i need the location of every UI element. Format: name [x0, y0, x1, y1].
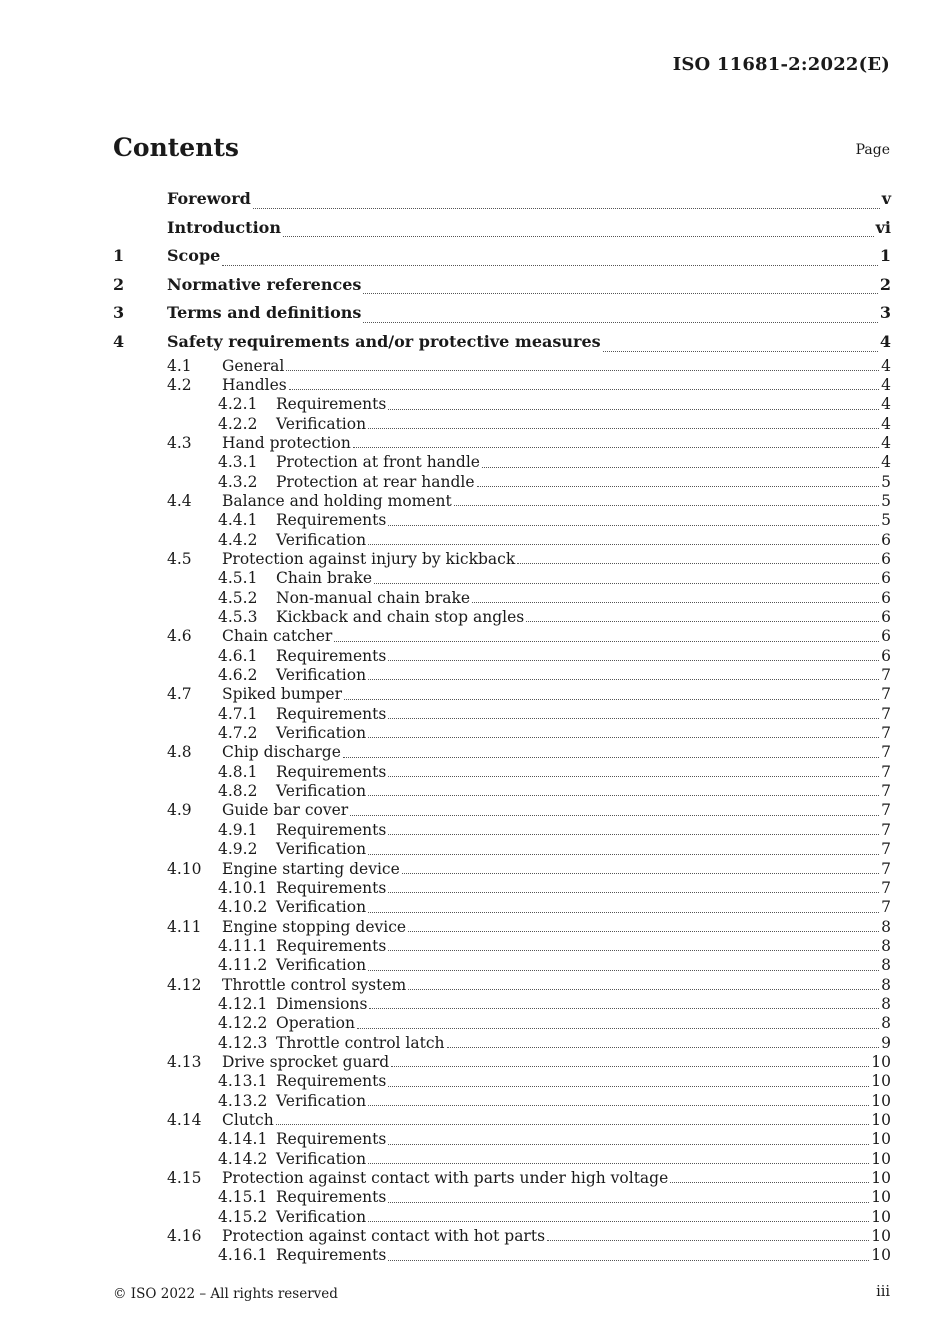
- toc-entry-title: Requirements: [276, 762, 387, 781]
- toc-entry-page: 6: [881, 608, 891, 627]
- footer-page-number: iii: [876, 1284, 890, 1300]
- toc-entry[interactable]: [113, 1208, 891, 1227]
- toc-entry-title: Guide bar cover: [222, 801, 349, 820]
- dot-leader: [289, 389, 879, 390]
- toc-entry-number: 4.6.2: [218, 666, 258, 685]
- toc-entry-page: 10: [871, 1091, 891, 1110]
- toc-entry[interactable]: [113, 1034, 891, 1053]
- toc-entry[interactable]: [113, 879, 891, 898]
- toc-entry-title: Foreword: [167, 189, 251, 208]
- dot-leader: [368, 544, 879, 545]
- toc-entry[interactable]: [113, 453, 891, 472]
- toc-entry-title: Non-manual chain brake: [276, 588, 471, 607]
- toc-entry-page: 7: [881, 878, 891, 897]
- dot-leader: [353, 447, 879, 448]
- toc-entry[interactable]: [113, 685, 891, 704]
- toc-entry-page: 7: [881, 840, 891, 859]
- toc-entry-page: 5: [881, 472, 891, 491]
- toc-entry-title: Requirements: [276, 936, 387, 955]
- toc-entry-page: 4: [881, 433, 891, 452]
- toc-entry-title: Engine stopping device: [222, 917, 407, 936]
- dot-leader: [374, 583, 879, 584]
- toc-entry[interactable]: [113, 840, 891, 859]
- toc-entry-title: General: [222, 356, 285, 375]
- toc-entry-number: 4.1: [167, 356, 192, 375]
- toc-entry-page: 4: [881, 356, 891, 375]
- toc-entry[interactable]: [113, 918, 891, 937]
- dot-leader: [222, 265, 878, 266]
- contents-title: Contents: [113, 133, 240, 162]
- toc-entry-title: Requirements: [276, 878, 387, 897]
- toc-entry-number: 4.2: [167, 375, 192, 394]
- toc-entry-number: 4.13.1: [218, 1072, 268, 1091]
- dot-leader: [368, 428, 879, 429]
- toc-entry-page: 6: [881, 569, 891, 588]
- toc-entry-number: 4.3.2: [218, 472, 258, 491]
- dot-leader: [343, 757, 879, 758]
- dot-leader: [517, 563, 879, 564]
- toc-entry-page: 7: [881, 724, 891, 743]
- toc-entry-number: 4.10.2: [218, 898, 268, 917]
- toc-entry[interactable]: [113, 898, 891, 917]
- toc-entry[interactable]: [113, 511, 891, 530]
- dot-leader: [447, 1047, 880, 1048]
- toc-entry-page: 7: [881, 859, 891, 878]
- dot-leader: [482, 467, 879, 468]
- toc-entry-page: 5: [881, 491, 891, 510]
- dot-leader: [388, 950, 879, 951]
- toc-entry-number: 4.7.1: [218, 704, 258, 723]
- toc-entry-title: Scope: [167, 246, 221, 266]
- toc-entry-page: 10: [871, 1188, 891, 1207]
- toc-entry-page: 10: [871, 1227, 891, 1246]
- toc-entry-title: Requirements: [276, 820, 387, 839]
- toc-entry-title: Chip discharge: [222, 743, 341, 762]
- toc-entry-title: Verification: [276, 666, 367, 685]
- toc-entry-page: 7: [881, 666, 891, 685]
- toc-entry-page: 8: [881, 1014, 891, 1033]
- toc-entry-title: Normative references: [167, 274, 362, 294]
- dot-leader: [526, 621, 879, 622]
- dot-leader: [344, 699, 879, 700]
- table-of-contents: [113, 185, 891, 1266]
- toc-entry-page: 4: [881, 453, 891, 472]
- dot-leader: [368, 1105, 869, 1106]
- toc-entry-page: 10: [871, 1052, 891, 1071]
- toc-entry-number: 4.11: [167, 917, 202, 936]
- toc-entry-page: 8: [881, 956, 891, 975]
- toc-entry-number: 4.9: [167, 801, 192, 820]
- toc-entry-title: Clutch: [222, 1110, 274, 1129]
- toc-entry[interactable]: [113, 271, 891, 300]
- toc-entry-number: 4.11.2: [218, 956, 268, 975]
- dot-leader: [283, 236, 874, 237]
- dot-leader: [368, 970, 879, 971]
- toc-entry-page: 1: [879, 246, 891, 266]
- toc-entry[interactable]: [113, 1053, 891, 1072]
- toc-entry-number: 4.7: [167, 685, 192, 704]
- toc-entry[interactable]: [113, 1150, 891, 1169]
- toc-entry-title: Handles: [222, 375, 287, 394]
- toc-entry-page: 6: [881, 646, 891, 665]
- toc-entry-number: 4.16: [167, 1227, 202, 1246]
- toc-entry[interactable]: [113, 956, 891, 975]
- dot-leader: [391, 1066, 869, 1067]
- toc-entry[interactable]: [113, 763, 891, 782]
- toc-entry-number: 4.11.1: [218, 936, 268, 955]
- toc-entry-page: 7: [881, 685, 891, 704]
- toc-entry[interactable]: [113, 376, 891, 395]
- dot-leader: [363, 293, 877, 294]
- toc-entry-number: 2: [113, 274, 125, 294]
- toc-entry[interactable]: [113, 666, 891, 685]
- dot-leader: [334, 641, 879, 642]
- toc-entry[interactable]: [113, 569, 891, 588]
- toc-entry-number: 4.5: [167, 550, 192, 568]
- toc-entry-number: 4.4.2: [218, 530, 258, 549]
- dot-leader: [388, 1144, 869, 1145]
- dot-leader: [388, 718, 879, 719]
- dot-leader: [670, 1182, 869, 1183]
- toc-entry-title: Hand protection: [222, 433, 351, 452]
- toc-entry-number: 4.6: [167, 627, 192, 646]
- toc-entry[interactable]: [113, 821, 891, 840]
- toc-entry[interactable]: [113, 627, 891, 646]
- toc-entry-title: Introduction: [167, 217, 281, 237]
- toc-entry-number: 4.10: [167, 859, 202, 878]
- dot-leader: [368, 1163, 869, 1164]
- dot-leader: [388, 834, 879, 835]
- dot-leader: [408, 931, 879, 932]
- toc-entry-title: Dimensions: [276, 994, 368, 1013]
- toc-entry[interactable]: [113, 395, 891, 414]
- dot-leader: [363, 322, 877, 323]
- toc-entry-page: 4: [881, 395, 891, 414]
- dot-leader: [388, 892, 879, 893]
- toc-entry-page: 8: [881, 936, 891, 955]
- toc-entry[interactable]: [113, 995, 891, 1014]
- toc-entry-title: Verification: [276, 414, 367, 433]
- toc-entry-title: Engine starting device: [222, 859, 400, 878]
- toc-entry[interactable]: [113, 782, 891, 801]
- toc-entry-page: 10: [871, 1130, 891, 1149]
- toc-entry[interactable]: [113, 705, 891, 724]
- toc-entry-number: 4.9.2: [218, 840, 258, 859]
- toc-entry-number: 4.2.2: [218, 414, 258, 433]
- toc-entry-title: Throttle control system: [222, 975, 407, 994]
- toc-entry-title: Verification: [276, 530, 367, 549]
- toc-entry-title: Throttle control latch: [276, 1033, 445, 1052]
- toc-entry-page: 10: [871, 1110, 891, 1129]
- document-id: ISO 11681-2:2022(E): [672, 54, 890, 75]
- toc-entry-page: 7: [881, 820, 891, 839]
- toc-entry[interactable]: [113, 1092, 891, 1111]
- toc-entry-number: 4: [113, 331, 125, 351]
- toc-entry-page: 7: [881, 704, 891, 723]
- toc-entry-page: 4: [881, 414, 891, 433]
- toc-entry-page: 8: [881, 994, 891, 1013]
- toc-entry-title: Verification: [276, 898, 367, 917]
- toc-entry-number: 4.14.2: [218, 1149, 268, 1168]
- toc-entry-number: 4.5.1: [218, 569, 258, 588]
- toc-entry-number: 4.8.2: [218, 782, 258, 801]
- toc-entry-title: Requirements: [276, 395, 387, 414]
- toc-entry-title: Requirements: [276, 1246, 387, 1265]
- toc-entry[interactable]: [113, 937, 891, 956]
- toc-entry-title: Protection against contact with hot parts: [222, 1227, 546, 1246]
- toc-entry[interactable]: [113, 550, 891, 569]
- toc-entry[interactable]: [113, 473, 891, 492]
- toc-entry-title: Verification: [276, 1207, 367, 1226]
- dot-leader: [547, 1240, 869, 1241]
- dot-leader: [408, 989, 879, 990]
- toc-entry-page: v: [881, 189, 891, 208]
- toc-entry-number: 4.14: [167, 1110, 202, 1129]
- toc-entry-number: 4.8.1: [218, 762, 258, 781]
- toc-entry-title: Protection at rear handle: [276, 472, 475, 491]
- toc-entry[interactable]: [113, 415, 891, 434]
- dot-leader: [477, 486, 880, 487]
- toc-entry[interactable]: [113, 1227, 891, 1246]
- toc-entry-number: 4.12.2: [218, 1014, 268, 1033]
- dot-leader: [388, 409, 879, 410]
- toc-entry-page: 2: [879, 274, 891, 294]
- footer-copyright: © ISO 2022 – All rights reserved: [113, 1286, 338, 1302]
- toc-entry[interactable]: [113, 299, 891, 328]
- toc-entry-title: Requirements: [276, 1072, 387, 1091]
- toc-entry-title: Chain catcher: [222, 627, 333, 646]
- toc-entry-title: Verification: [276, 1149, 367, 1168]
- toc-entry-page: 8: [881, 975, 891, 994]
- toc-entry-title: Verification: [276, 840, 367, 859]
- toc-entry-title: Requirements: [276, 704, 387, 723]
- toc-entry-number: 4.12: [167, 975, 202, 994]
- dot-leader: [368, 679, 879, 680]
- toc-entry-page: 7: [881, 762, 891, 781]
- page-column-label: Page: [855, 142, 890, 158]
- dot-leader: [357, 1028, 879, 1029]
- toc-entry-number: 3: [113, 303, 125, 323]
- toc-entry-number: 4.2.1: [218, 395, 258, 414]
- toc-entry-number: 4.16.1: [218, 1246, 268, 1265]
- toc-entry-page: 6: [881, 550, 891, 568]
- toc-entry-page: 4: [881, 375, 891, 394]
- toc-entry-page: 10: [871, 1207, 891, 1226]
- toc-entry-title: Balance and holding moment: [222, 491, 452, 510]
- toc-entry-number: 4.5.3: [218, 608, 258, 627]
- toc-entry[interactable]: [113, 801, 891, 820]
- toc-entry-page: 7: [881, 801, 891, 820]
- dot-leader: [350, 815, 879, 816]
- toc-entry[interactable]: [113, 743, 891, 762]
- toc-entry[interactable]: [113, 357, 891, 376]
- toc-entry[interactable]: [113, 860, 891, 879]
- toc-entry-title: Protection against injury by kickback: [222, 550, 516, 568]
- dot-leader: [388, 525, 879, 526]
- toc-entry-number: 4.8: [167, 743, 192, 762]
- toc-entry-number: 4.5.2: [218, 588, 258, 607]
- dot-leader: [368, 1221, 869, 1222]
- toc-entry-number: 4.12.3: [218, 1033, 268, 1052]
- toc-entry-title: Requirements: [276, 1188, 387, 1207]
- dot-leader: [253, 208, 880, 209]
- toc-entry[interactable]: [113, 214, 891, 243]
- dot-leader: [276, 1124, 870, 1125]
- toc-entry-page: 10: [871, 1072, 891, 1091]
- toc-entry-page: 5: [881, 511, 891, 530]
- toc-entry-number: 4.10.1: [218, 878, 268, 897]
- toc-entry-page: 7: [881, 743, 891, 762]
- toc-entry-page: 6: [881, 530, 891, 549]
- toc-entry-title: Verification: [276, 956, 367, 975]
- toc-entry[interactable]: [113, 647, 891, 666]
- toc-entry-page: 7: [881, 898, 891, 917]
- toc-entry-number: 4.12.1: [218, 994, 268, 1013]
- toc-entry-title: Verification: [276, 724, 367, 743]
- toc-entry-number: 4.7.2: [218, 724, 258, 743]
- toc-entry-number: 4.15: [167, 1169, 202, 1187]
- toc-entry-title: Requirements: [276, 1130, 387, 1149]
- toc-entry-page: 4: [879, 331, 891, 351]
- toc-entry[interactable]: [113, 531, 891, 550]
- toc-entry-title: Spiked bumper: [222, 685, 343, 704]
- toc-entry[interactable]: [113, 608, 891, 627]
- dot-leader: [368, 912, 879, 913]
- toc-entry-number: 4.3: [167, 433, 192, 452]
- toc-entry-title: Chain brake: [276, 569, 373, 588]
- toc-entry-title: Terms and definitions: [167, 303, 362, 323]
- toc-entry-title: Protection against contact with parts under high voltage: [222, 1169, 669, 1187]
- toc-entry-page: 7: [881, 782, 891, 801]
- toc-entry[interactable]: [113, 1014, 891, 1033]
- dot-leader: [388, 1086, 869, 1087]
- toc-entry-title: Requirements: [276, 511, 387, 530]
- dot-leader: [402, 873, 879, 874]
- toc-entry-number: 1: [113, 246, 125, 266]
- toc-entry-number: 4.4: [167, 491, 192, 510]
- dot-leader: [388, 1202, 869, 1203]
- dot-leader: [454, 505, 879, 506]
- toc-entry-page: 6: [881, 588, 891, 607]
- toc-entry-number: 4.13.2: [218, 1091, 268, 1110]
- toc-entry-page: 9: [881, 1033, 891, 1052]
- toc-entry-title: Requirements: [276, 646, 387, 665]
- toc-entry-number: 4.9.1: [218, 820, 258, 839]
- dot-leader: [369, 1008, 879, 1009]
- toc-entry-page: 10: [871, 1149, 891, 1168]
- toc-entry[interactable]: [113, 1188, 891, 1207]
- toc-entry[interactable]: [113, 1111, 891, 1130]
- toc-entry-title: Verification: [276, 1091, 367, 1110]
- toc-entry-title: Operation: [276, 1014, 355, 1033]
- toc-entry[interactable]: [113, 589, 891, 608]
- toc-entry[interactable]: [113, 328, 891, 357]
- dot-leader: [388, 1260, 869, 1261]
- toc-entry[interactable]: [113, 434, 891, 453]
- toc-entry-page: 3: [879, 303, 891, 323]
- toc-entry-title: Verification: [276, 782, 367, 801]
- toc-entry[interactable]: [113, 976, 891, 995]
- dot-leader: [368, 795, 879, 796]
- toc-entry-title: Protection at front handle: [276, 453, 480, 472]
- toc-entry-title: Kickback and chain stop angles: [276, 608, 525, 627]
- dot-leader: [388, 776, 879, 777]
- toc-entry-number: 4.15.2: [218, 1207, 268, 1226]
- toc-entry[interactable]: [113, 492, 891, 511]
- toc-entry-number: 4.4.1: [218, 511, 258, 530]
- toc-entry-page: 8: [881, 917, 891, 936]
- toc-entry-title: Drive sprocket guard: [222, 1052, 390, 1071]
- toc-entry[interactable]: [113, 1130, 891, 1149]
- toc-entry-number: 4.14.1: [218, 1130, 268, 1149]
- toc-entry-number: 4.13: [167, 1052, 202, 1071]
- toc-entry-title: Safety requirements and/or protective measures: [167, 331, 601, 351]
- dot-leader: [603, 351, 878, 352]
- toc-entry[interactable]: [113, 724, 891, 743]
- toc-entry[interactable]: [113, 1072, 891, 1091]
- toc-entry-number: 4.15.1: [218, 1188, 268, 1207]
- dot-leader: [388, 660, 879, 661]
- toc-entry-page: 10: [871, 1246, 891, 1265]
- toc-entry-page: 10: [871, 1169, 891, 1187]
- dot-leader: [286, 370, 879, 371]
- toc-entry-page: vi: [875, 217, 891, 237]
- dot-leader: [368, 854, 879, 855]
- toc-entry-number: 4.3.1: [218, 453, 258, 472]
- toc-entry[interactable]: [113, 185, 891, 214]
- toc-entry-number: 4.6.1: [218, 646, 258, 665]
- toc-entry[interactable]: [113, 1246, 891, 1265]
- dot-leader: [472, 602, 879, 603]
- toc-entry[interactable]: [113, 242, 891, 271]
- dot-leader: [368, 737, 879, 738]
- toc-entry-page: 6: [881, 627, 891, 646]
- toc-entry[interactable]: [113, 1169, 891, 1188]
